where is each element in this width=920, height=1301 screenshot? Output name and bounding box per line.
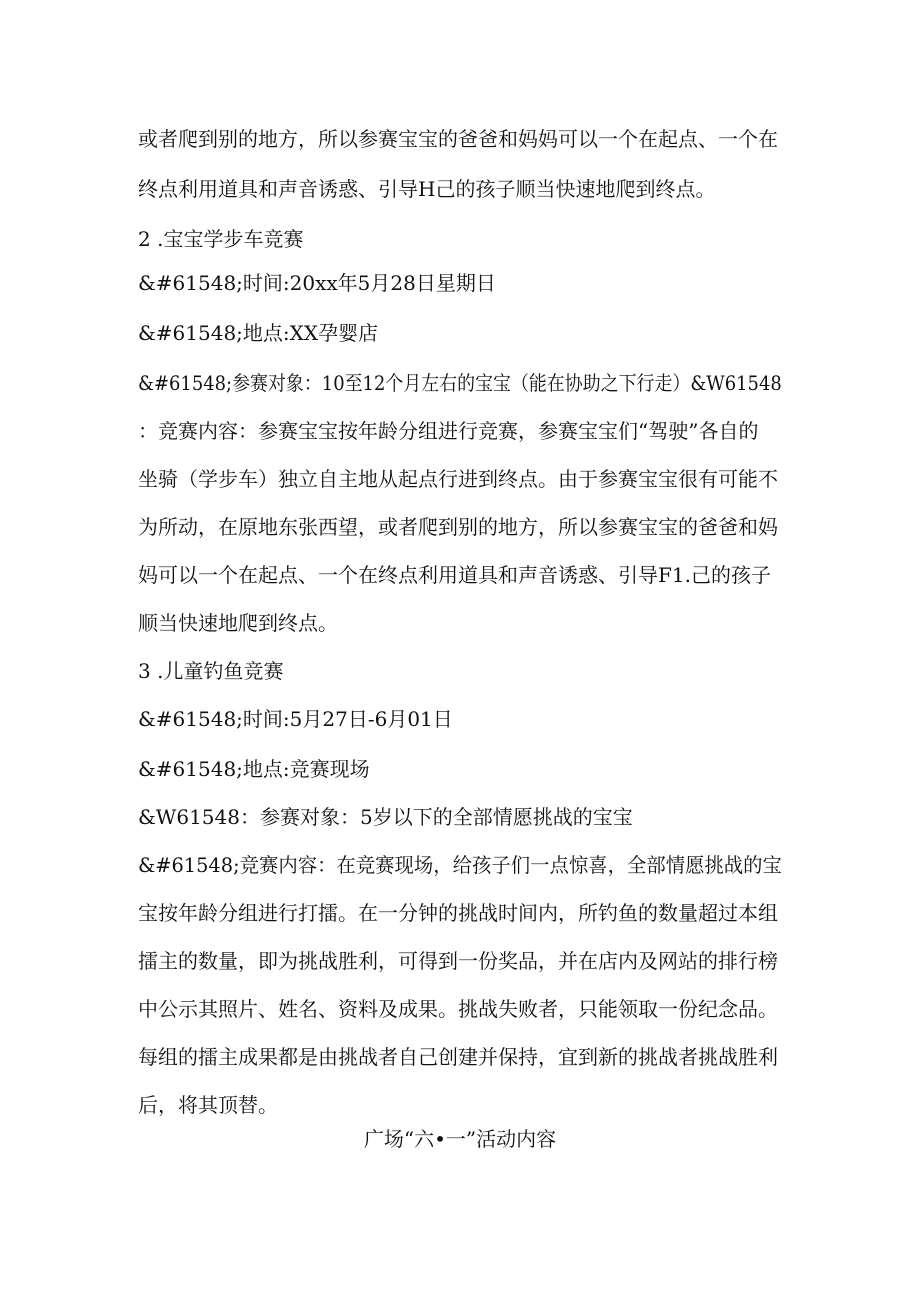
list-item-participants: &W61548：参赛对象：5岁以下的全部情愿挑战的宝宝 [138, 805, 633, 829]
paragraph-line: 中公示其照片、姓名、资料及成果。挑战失败者，只能领取一份纪念品。 [138, 997, 778, 1021]
paragraph-line: 顺当快速地爬到终点。 [138, 611, 338, 635]
section-heading: 2 .宝宝学步车竞赛 [138, 227, 304, 251]
paragraph-line: 宝按年龄分组进行打擂。在一分钟的挑战时间内，所钓鱼的数量超过本组 [138, 901, 778, 925]
list-item-content: &#61548;竞赛内容：在竞赛现场，给孩子们一点惊喜，全部情愿挑战的宝 [138, 853, 782, 877]
list-item-location: &#61548;地点:竞赛现场 [138, 757, 370, 781]
paragraph-line: 为所动，在原地东张西望，或者爬到别的地方，所以参赛宝宝的爸爸和妈 [138, 515, 778, 539]
section-heading: 3 .儿童钓鱼竞赛 [138, 659, 284, 683]
list-item-time: &#61548;时间:5月27日-6月01日 [138, 707, 453, 731]
paragraph-line: 擂主的数量，即为挑战胜利，可得到一份奖品，并在店内及网站的排行榜 [138, 949, 778, 973]
paragraph-line: 终点利用道具和声音诱惑、引导H己的孩子顺当快速地爬到终点。 [138, 177, 716, 201]
centered-heading: 广场“六•一”活动内容 [363, 1127, 557, 1151]
paragraph-line: 坐骑（学步车）独立自主地从起点行进到终点。由于参赛宝宝很有可能不 [138, 467, 778, 491]
paragraph-line: 后，将其顶替。 [138, 1093, 278, 1117]
paragraph-line: 每组的擂主成果都是由挑战者自己创建并保持，宜到新的挑战者挑战胜利 [138, 1045, 778, 1069]
paragraph-line: 妈可以一个在起点、一个在终点利用道具和声音诱惑、引导F1.己的孩子 [138, 563, 771, 587]
list-item-time: &#61548;时间:20xx年5月28日星期日 [138, 271, 496, 295]
paragraph-line: ：竞赛内容：参赛宝宝按年龄分组进行竞赛，参赛宝宝们“驾驶”各自的 [138, 419, 759, 443]
list-item-location: &#61548;地点:XX孕婴店 [138, 321, 379, 345]
list-item-participants: &#61548;参赛对象：10至12个月左右的宝宝（能在协助之下行走）&W61548 [138, 371, 782, 395]
paragraph-line: 或者爬到别的地方，所以参赛宝宝的爸爸和妈妈可以一个在起点、一个在 [138, 127, 778, 151]
